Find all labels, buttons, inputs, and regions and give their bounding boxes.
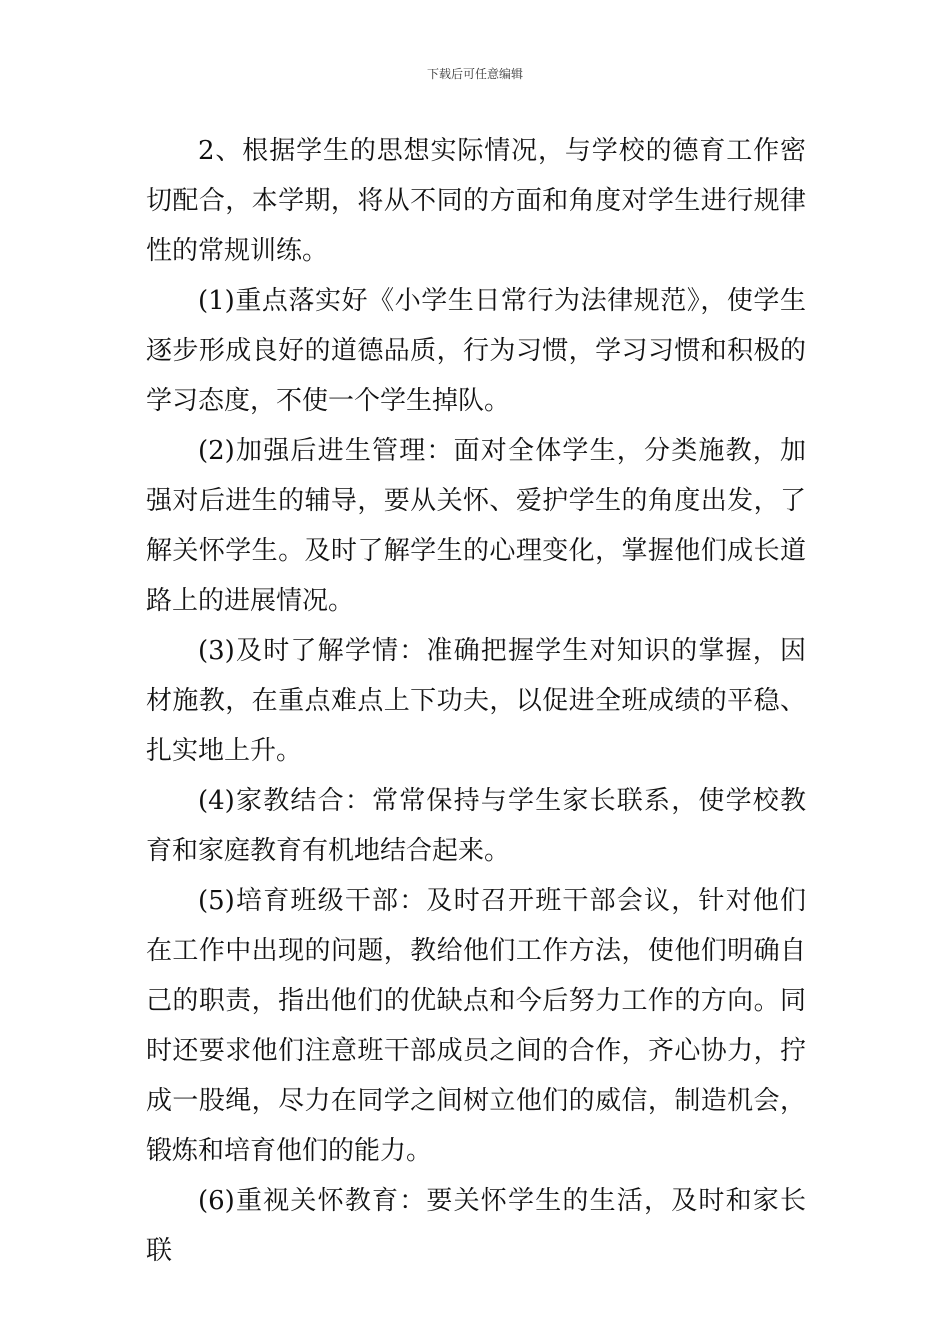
paragraph-item-5: (5)培育班级干部：及时召开班干部会议，针对他们在工作中出现的问题，教给他们工作方法，使他们明确自己的职责，指出他们的优缺点和今后努力工作的方向。同时还要求他们注意班干部成员之间的合作，齐心协力，拧成一股绳，尽力在同学之间树立他们的威信，制造机会，锻炼和培育他们的能力。	[146, 886, 806, 1166]
paragraph-item-6: (6)重视关怀教育：要关怀学生的生活，及时和家长联	[146, 1186, 806, 1266]
paragraph-intro: 2、根据学生的思想实际情况，与学校的德育工作密切配合，本学期，将从不同的方面和角度对学生进行规律性的常规训练。	[146, 136, 806, 266]
paragraph-item-1: (1)重点落实好《小学生日常行为法律规范》，使学生逐步形成良好的道德品质，行为习惯，学习习惯和积极的学习态度，不使一个学生掉队。	[146, 286, 806, 416]
paragraph-item-2: (2)加强后进生管理：面对全体学生，分类施教，加强对后进生的辅导，要从关怀、爱护学生的角度出发，了解关怀学生。及时了解学生的心理变化，掌握他们成长道路上的进展情况。	[146, 436, 806, 616]
paragraph-item-3: (3)及时了解学情：准确把握学生对知识的掌握，因材施教，在重点难点上下功夫，以促进全班成绩的平稳、扎实地上升。	[146, 636, 806, 766]
paragraph-item-4: (4)家教结合：常常保持与学生家长联系，使学校教育和家庭教育有机地结合起来。	[146, 786, 806, 866]
document-body	[146, 126, 806, 1276]
page-header: 下载后可任意编辑	[426, 67, 523, 81]
